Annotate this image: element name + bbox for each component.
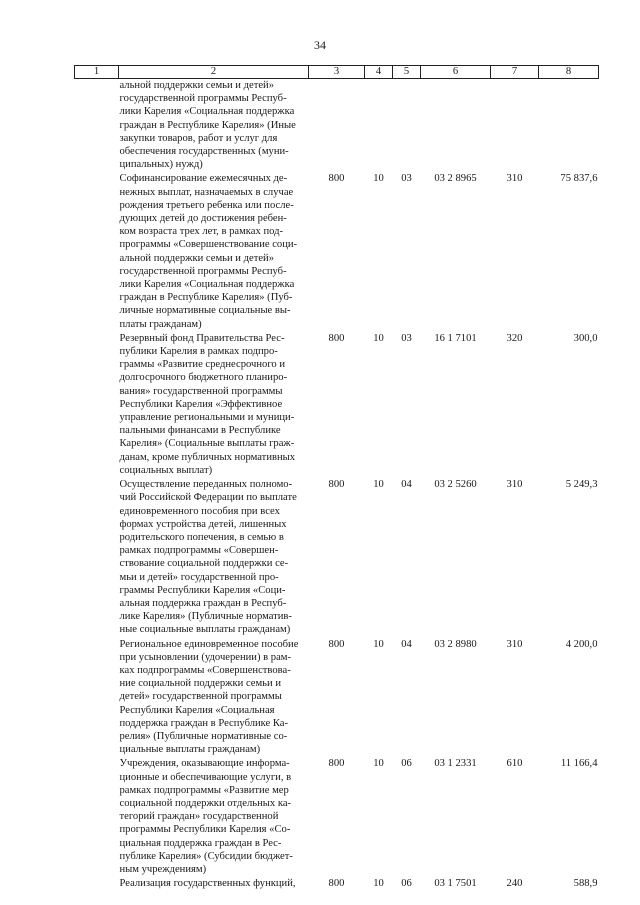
empty-cell [75, 332, 119, 478]
description-line: программы «Совершенствование соци- [119, 239, 298, 251]
description-line: данам, кроме публичных нормативных [119, 451, 296, 463]
page-number: 34 [314, 38, 326, 52]
description-line: личные нормативные социальные вы- [119, 305, 291, 317]
table-body [75, 79, 599, 892]
section-code: 10 [373, 758, 384, 770]
ministry-code: 800 [328, 638, 345, 650]
description-line: социальных выплат) [119, 464, 213, 476]
row-description [119, 172, 309, 331]
description-line: программы Республики Карелия «Со- [119, 824, 291, 836]
description-line: рамках подпрограммы «Совершен- [119, 545, 279, 557]
empty-cell [75, 79, 119, 173]
section-code: 10 [373, 878, 384, 890]
section-code: 10 [373, 479, 384, 491]
description-line: рамках подпрограммы «Развитие мер [119, 784, 289, 796]
subsection-code: 03 [401, 173, 412, 185]
row-description [119, 757, 309, 877]
description-line: при усыновлении (удочерении) в рам- [119, 651, 292, 663]
description-line: публике Карелия» (Субсидии бюджет- [119, 850, 293, 862]
amount: 4 200,0 [565, 638, 598, 650]
description-line: граждан в Республике Карелия» (Пуб- [119, 292, 293, 304]
subsection-code: 04 [401, 479, 412, 491]
description-line: дующих детей до достижения ребен- [119, 213, 287, 225]
expense-kind: 320 [506, 332, 523, 344]
target-article: 03 2 5260 [434, 479, 477, 491]
ministry-code: 800 [328, 758, 345, 770]
description-line: ционные и обеспечивающие услуги, в [119, 771, 292, 783]
description-line: рождения третьего ребенка или после- [119, 199, 294, 211]
description-line: лики Карелия «Социальная поддержка [119, 279, 295, 291]
description-line: закупки товаров, работ и услуг для [119, 132, 278, 144]
header-cell: 7 [491, 66, 539, 79]
description-line: вания» государственной программы [119, 385, 283, 397]
description-line: ные социальные выплаты гражданам) [119, 624, 291, 636]
description-line: Реализация государственных функций, [119, 878, 296, 890]
description-line: альной поддержки семьи и детей» [119, 80, 275, 91]
description-line: ствование социальной поддержки се- [119, 558, 289, 570]
description-line: циальная поддержка граждан в Рес- [119, 837, 282, 849]
description-line: пальными финансами в Республике [119, 425, 281, 437]
description-line: социальной поддержки отдельных ка- [119, 797, 292, 809]
description-line: ком возраста трех лет, в рамках под- [119, 226, 284, 238]
ministry-code: 800 [328, 173, 345, 185]
description-line: ках подпрограммы «Совершенствова- [119, 664, 291, 676]
subsection-code: 03 [401, 332, 412, 344]
description-line: Резервный фонд Правительства Рес- [119, 332, 285, 344]
column-number-header [75, 66, 599, 79]
description-line: лике Карелия» (Публичные норматив- [119, 611, 292, 623]
header-cell: 2 [119, 66, 309, 79]
subsection-code [393, 79, 421, 173]
section-code: 10 [373, 638, 384, 650]
amount [539, 79, 599, 173]
empty-cell [75, 757, 119, 877]
target-article: 16 1 7101 [434, 332, 477, 344]
description-line: альной поддержки семьи и детей» [119, 252, 275, 264]
subsection-code: 06 [401, 758, 412, 770]
table-row [75, 638, 599, 758]
target-article: 03 2 8980 [434, 638, 477, 650]
description-line: управление региональными и муници- [119, 412, 295, 424]
description-line: Региональное единовременное пособие [119, 638, 299, 650]
description-line: поддержка граждан в Республике Ка- [119, 717, 289, 729]
row-description [119, 638, 309, 758]
expense-kind: 610 [506, 758, 523, 770]
description-line: граммы Республики Карелия «Соци- [119, 584, 286, 596]
description-line: ципальных) нужд) [119, 159, 203, 171]
table-row [75, 79, 599, 173]
expense-kind: 310 [506, 638, 523, 650]
description-line: Софинансирование ежемесячных де- [119, 173, 288, 185]
row-description [119, 478, 309, 637]
row-description [119, 332, 309, 478]
description-line: Республики Карелия «Социальная [119, 704, 275, 716]
header-cell: 5 [393, 66, 421, 79]
description-line: единовременного пособия при всех [119, 505, 280, 517]
expense-kind: 310 [506, 479, 523, 491]
description-line: нежных выплат, назначаемых в случае [119, 186, 294, 198]
description-line: формах устройства детей, лишенных [119, 518, 287, 530]
description-line: ным учреждениям) [119, 863, 207, 875]
section-code: 10 [373, 173, 384, 185]
description-line: долгосрочного бюджетного планиро- [119, 372, 288, 384]
empty-cell [75, 638, 119, 758]
description-line: детей» государственной программы [119, 691, 282, 703]
description-line: лики Карелия «Социальная поддержка [119, 106, 295, 118]
section-code: 10 [373, 332, 384, 344]
description-line: мьи и детей» государственной про- [119, 571, 279, 583]
empty-cell [75, 877, 119, 891]
expense-kind: 240 [506, 878, 523, 890]
empty-cell [75, 172, 119, 331]
description-line: ние социальной поддержки семьи и [119, 678, 282, 690]
description-line: Карелия» (Социальные выплаты граж- [119, 438, 295, 450]
description-line: граждан в Республике Карелия» (Иные [119, 119, 296, 131]
ministry-code: 800 [328, 479, 345, 491]
amount: 75 837,6 [560, 173, 598, 185]
header-cell: 1 [75, 66, 119, 79]
description-line: обеспечения государственных (муни- [119, 146, 289, 158]
header-cell: 4 [365, 66, 393, 79]
row-description [119, 877, 309, 891]
expense-kind: 310 [506, 173, 523, 185]
table-row [75, 478, 599, 637]
table-row [75, 332, 599, 478]
section-code [365, 79, 393, 173]
amount: 300,0 [573, 332, 598, 344]
target-article: 03 2 8965 [434, 173, 477, 185]
description-line: публики Карелия в рамках подпро- [119, 346, 278, 358]
description-line: граммы «Развитие среднесрочного и [119, 359, 286, 371]
description-line: государственной программы Респуб- [119, 265, 287, 277]
table-row [75, 172, 599, 331]
description-line: государственной программы Респуб- [119, 93, 287, 105]
amount: 588,9 [573, 878, 598, 890]
description-line: альная поддержка граждан в Респуб- [119, 597, 287, 609]
table-row [75, 877, 599, 891]
description-line: циальные выплаты гражданам) [119, 744, 261, 756]
table-row [75, 757, 599, 877]
target-article: 03 1 2331 [434, 758, 477, 770]
description-line: релия» (Публичные нормативные со- [119, 730, 288, 742]
description-line: родительского попечения, в семью в [119, 531, 284, 543]
header-cell: 6 [421, 66, 491, 79]
target-article: 03 1 7501 [434, 878, 477, 890]
amount: 11 166,4 [560, 758, 598, 770]
description-line: Учреждения, оказывающие информа- [119, 758, 290, 770]
budget-table [74, 65, 599, 891]
expense-kind [491, 79, 539, 173]
ministry-code: 800 [328, 878, 345, 890]
description-line: тегорий граждан» государственной [119, 811, 279, 823]
target-article [421, 79, 491, 173]
ministry-code [309, 79, 365, 173]
amount: 5 249,3 [565, 479, 598, 491]
subsection-code: 04 [401, 638, 412, 650]
description-line: Осуществление переданных полномо- [119, 479, 293, 491]
header-cell: 8 [539, 66, 599, 79]
empty-cell [75, 478, 119, 637]
subsection-code: 06 [401, 878, 412, 890]
row-description [119, 79, 309, 173]
description-line: чий Российской Федерации по выплате [119, 492, 297, 504]
header-cell: 3 [309, 66, 365, 79]
ministry-code: 800 [328, 332, 345, 344]
description-line: Республики Карелия «Эффективное [119, 398, 283, 410]
description-line: платы гражданам) [119, 318, 202, 330]
